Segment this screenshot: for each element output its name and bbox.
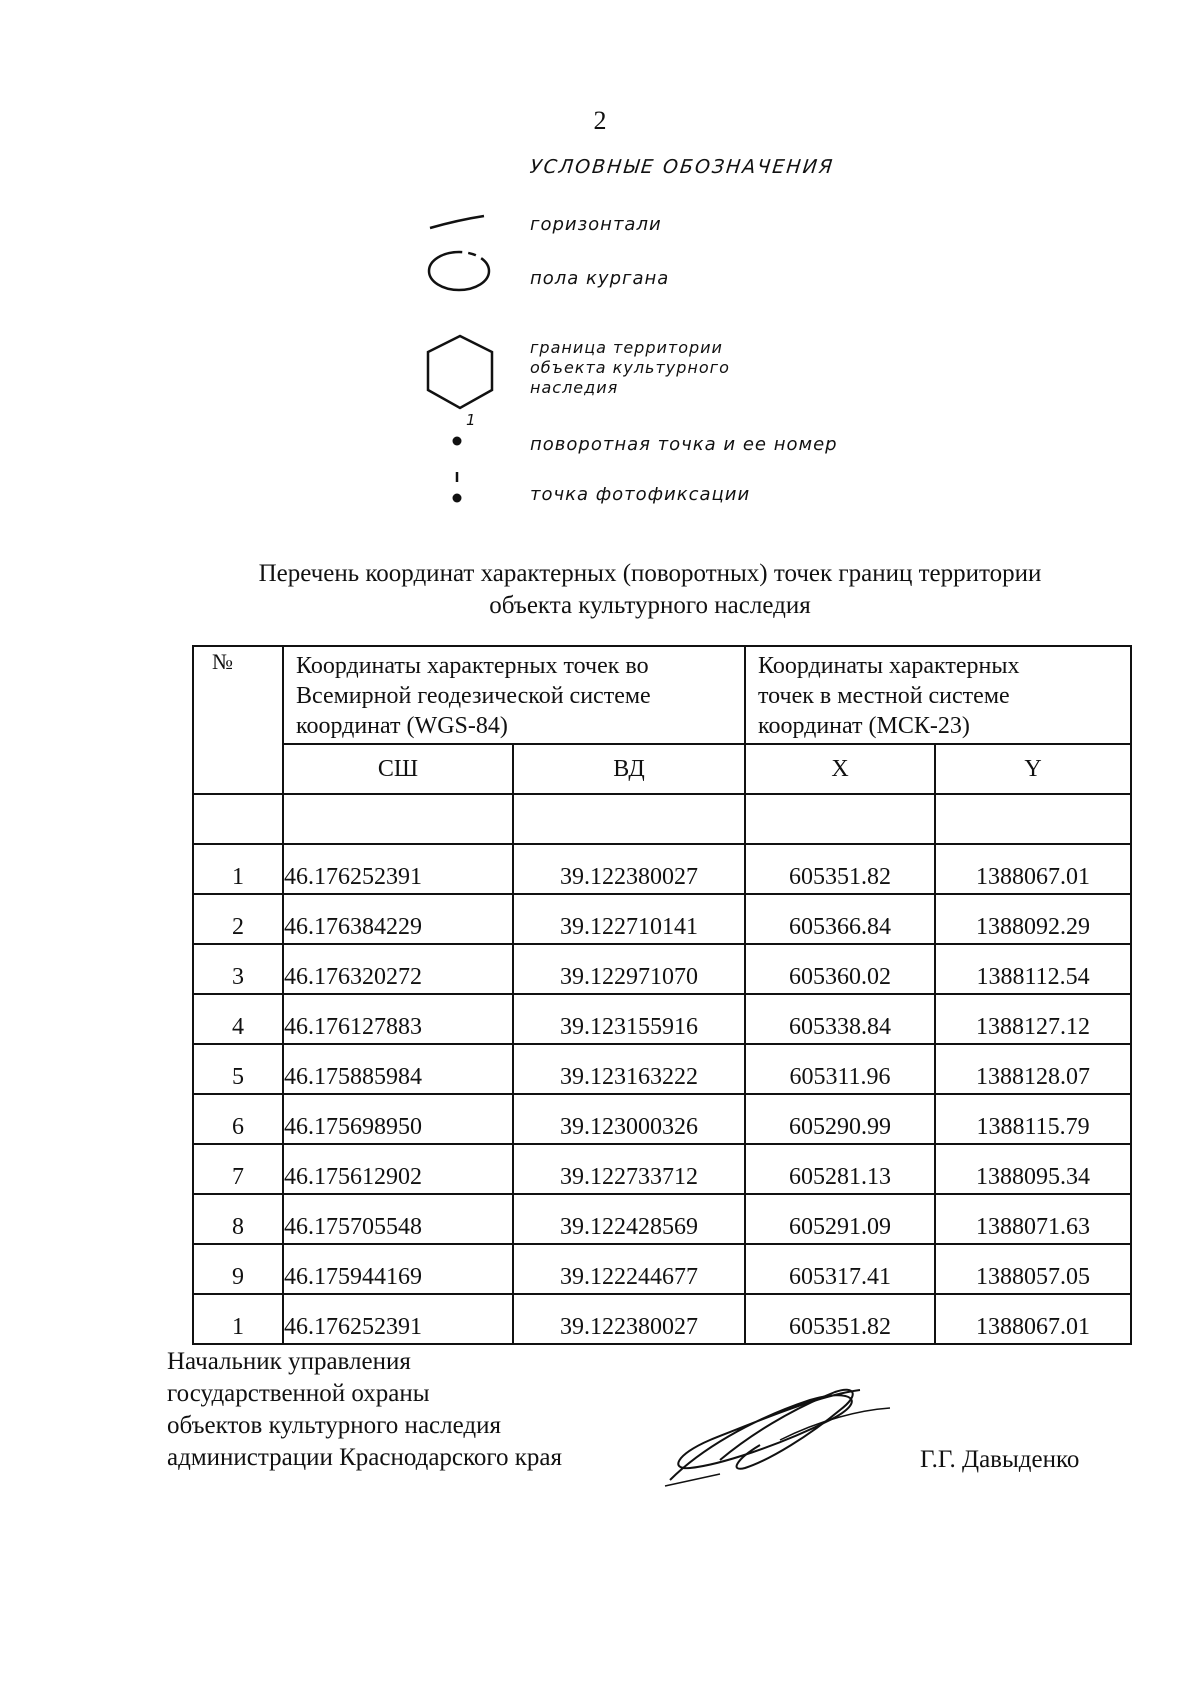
legend-title: УСЛОВНЫЕ ОБОЗНАЧЕНИЯ [528,156,836,178]
turning-point-number: 1 [466,411,477,429]
table-row: 1 46.176252391 39.122380027 605351.82 1388067.01 [193,844,1131,894]
table-row: 9 46.175944169 39.122244677 605317.41 1388057.05 [193,1244,1131,1294]
table-row: 2 46.176384229 39.122710141 605366.84 1388092.29 [193,894,1131,944]
list-title: Перечень координат характерных (поворотных) точек границ территории объекта культурного наследия [258,560,1042,619]
turning-point-icon [450,434,464,448]
table-row: 6 46.175698950 39.123000326 605290.99 1388115.79 [193,1094,1131,1144]
mound-outline-icon [425,248,495,294]
territory-boundary-icon [420,332,500,412]
legend-label-mound: пола кургана [530,268,670,289]
table-row: 7 46.175612902 39.122733712 605281.13 1388095.34 [193,1144,1131,1194]
table-row: 4 46.176127883 39.123155916 605338.84 1388127.12 [193,994,1131,1044]
photo-point-icon [450,470,464,506]
legend-label-photo-point: точка фотофиксации [530,484,751,505]
table-row: 5 46.175885984 39.123163222 605311.96 1388128.07 [193,1044,1131,1094]
table-row: 8 46.175705548 39.122428569 605291.09 1388071.63 [193,1194,1131,1244]
header-msk23: Координаты характерных точек в местной системе координат (МСК-23) [745,646,1131,744]
header-lon: ВД [513,744,745,794]
legend-label-boundary: граница территории объекта культурного наследия [530,338,730,397]
signatory-position: Начальник управления государственной охраны объектов культурного наследия администрации Краснодарского края [167,1348,563,1471]
signatory-name: Г.Г. Давыденко [920,1446,1080,1473]
legend-label-turning-point: поворотная точка и ее номер [530,434,838,455]
page-number: 2 [593,106,607,135]
table-row: 1 46.176252391 39.122380027 605351.82 1388067.01 [193,1294,1131,1344]
header-wgs84: Координаты характерных точек во Всемирной геодезической системе координат (WGS-84) [283,646,745,744]
legend-label-contours: горизонтали [530,214,662,235]
header-x: X [745,744,935,794]
table-gap-row [193,794,1131,844]
header-number: № [193,646,283,794]
table-row: 3 46.176320272 39.122971070 605360.02 1388112.54 [193,944,1131,994]
handwritten-signature [660,1380,900,1490]
coordinates-table [192,645,1132,1345]
header-y: Y [935,744,1131,794]
contour-line-icon [428,212,488,234]
header-lat: СШ [283,744,513,794]
